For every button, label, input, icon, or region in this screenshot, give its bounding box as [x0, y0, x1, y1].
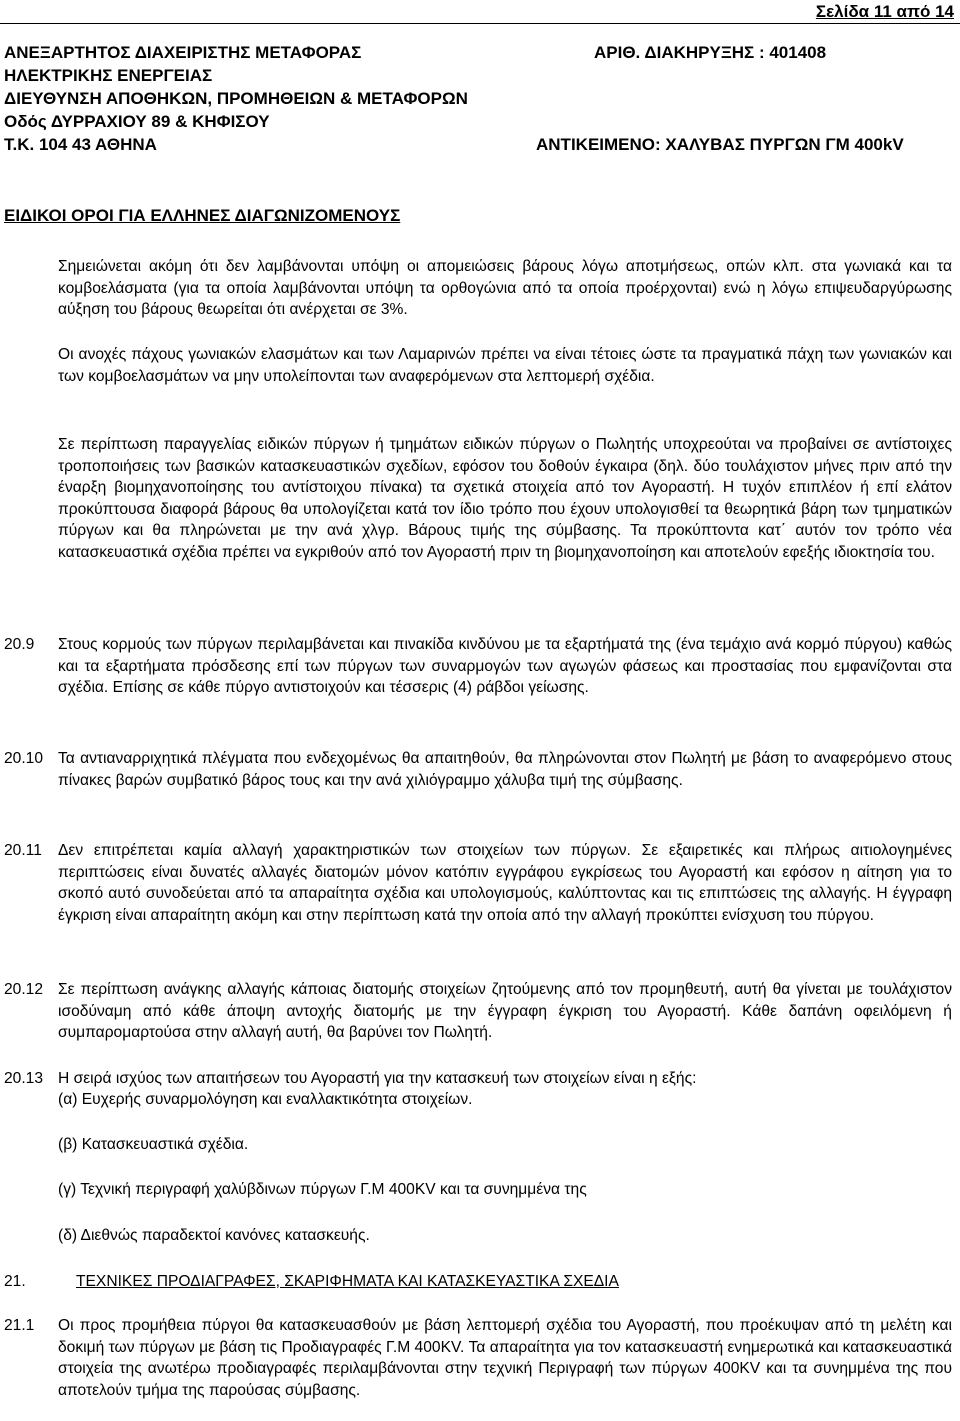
section-21-heading	[4, 1271, 619, 1293]
clause-text: Τα αντιαναρριχητικά πλέγματα που ενδεχομένως θα απαιτηθούν, θα πληρώνονται στον Πωλητή με βάση το αναφερόμενο στους πίνακες βαρών συμβατικό βάρος τους και την ανά χιλιόγραμμο χάλυβα τιμή της σύμβασης.	[58, 750, 952, 789]
order-item-b: (β) Κατασκευαστικά σχέδια.	[58, 1136, 249, 1153]
order-item-d: (δ) Διεθνώς παραδεκτοί κανόνες κατασκευής.	[58, 1227, 370, 1244]
clause-20-9	[4, 634, 952, 699]
paragraph-special-towers: Σε περίπτωση παραγγελίας ειδικών πύργων ή τμημάτων ειδικών πύργων ο Πωλητής υποχρεούται να προβαίνει σε αντίστοιχες τροποποιήσεις των βασικών κατασκευαστικών σχεδίων, εφόσον του δοθούν έγκαιρα (δηλ. δύο τουλάχιστον μήνες πριν από την έναρξη βιομηχανοποίησης του αντίστοιχου πίνακα) τα σχετικά στοιχεία από τον Αγοραστή. Η τυχόν επιπλέον ή επί ελάτον προκύπτουσα διαφορά βάρους θα υπολογίζεται κατά τον ίδιο τρόπο που έχουν υπολογισθεί τα θεωρητικά βάρη των τμηματικών πύργων και θα πληρώνεται με την ανά χλγρ. Βάρους τιμής της σύμβασης. Τα προκύπτοντα κατ΄ αυτόν τον τρόπο νέα κατασκευαστικά σχέδια πρέπει να εγκριθούν από τον Αγοραστή πριν τη βιομηχανοποίηση και αποτελούν εφεξής ιδιοκτησία του.	[58, 436, 952, 561]
clause-20-12	[4, 979, 952, 1044]
header-rule	[0, 23, 960, 24]
clause-number: 20.11	[4, 842, 42, 859]
paragraph-tolerances: Οι ανοχές πάχους γωνιακών ελασμάτων και των Λαμαρινών πρέπει να είναι τέτοιες ώστε τα πραγματικά πάχη των γωνιακών και των κομβοελασμάτων να μην υπολείπονται των αναφερόμενων στα λεπτομερή σχέδια.	[58, 346, 952, 385]
clause-number: 21.1	[4, 1317, 35, 1334]
order-item-a: (α) Ευχερής συναρμολόγηση και εναλλακτικότητα στοιχείων.	[58, 1091, 473, 1108]
clause-number: 20.10	[4, 750, 44, 767]
order-item-c: (γ) Τεχνική περιγραφή χαλύβδινων πύργων Γ.Μ 400KV και τα συνημμένα της	[58, 1181, 587, 1198]
clause-20-10	[4, 748, 952, 791]
tender-subject: ΑΝΤΙΚΕΙΜΕΝΟ: ΧΑΛΥΒΑΣ ΠΥΡΓΩΝ ΓΜ 400kV	[536, 135, 904, 154]
section-number: 21.	[4, 1273, 26, 1290]
clause-text: Οι προς προμήθεια πύργοι θα κατασκευασθούν με βάση λεπτομερή σχέδια του Αγοραστή, που προέκυψαν από τη μελέτη και δοκιμή των πύργων με βάση τις Προδιαγραφές Γ.Μ 400KV. Τα απαραίτητα για τον κατασκευαστή ενημερωτικά και κατασκευαστικά στοιχεία της ανωτέρω προδιαγραφές περιλαμβάνονται στην τεχνική Περιγραφή των πύργων 400KV και τα συνημμένα της που αποτελούν τμήμα της παρούσας σύμβασης.	[58, 1317, 952, 1399]
tender-number: ΑΡΙΘ. ΔΙΑΚΗΡΥΞΗΣ : 401408	[594, 43, 827, 62]
clause-text: Σε περίπτωση ανάγκης αλλαγής κάποιας διατομής στοιχείων ζητούμενης από τον προμηθευτή, αυτή θα γίνεται με τουλάχιστον ισοδύναμη από κάθε άποψη αντοχής διατομής με την έγγραφη έγκριση του Αγοραστή. Κάθε δαπάνη οφειλόμενη ή συμπαρομαρτούσα στην αλλαγή αυτή, θα βαρύνει τον Πωλητή.	[58, 981, 952, 1041]
section-21-title: ΤΕΧΝΙΚΕΣ ΠΡΟΔΙΑΓΡΑΦΕΣ, ΣΚΑΡΙΦΗΜΑΤΑ ΚΑΙ ΚΑΤΑΣΚΕΥΑΣΤΙΚΑ ΣΧΕΔΙΑ	[76, 1273, 619, 1290]
clause-20-11	[4, 840, 952, 926]
org-directorate: ΔΙΕΥΘΥΝΣΗ ΑΠΟΘΗΚΩΝ, ΠΡΟΜΗΘΕΙΩΝ & ΜΕΤΑΦΟΡΩΝ	[4, 89, 468, 108]
clause-text: Στους κορμούς των πύργων περιλαμβάνεται και πινακίδα κινδύνου με τα εξαρτήματά της (ένα τεμάχιο ανά κορμό πύργου) καθώς και τα εξαρτήματα πρόσδεσης επί των πύργων των συναρμογών των αγωγών φάσεως και προστασίας που εμφανίζονται στα σχέδια. Επίσης σε κάθε πύργο αντιστοιχούν και τέσσερις (4) ράβδοι γείωσης.	[58, 636, 952, 696]
section-title: ΕΙΔΙΚΟΙ ΟΡΟΙ ΓΙΑ ΕΛΛΗΝΕΣ ΔΙΑΓΩΝΙΖΟΜΕΝΟΥΣ	[4, 206, 401, 225]
paragraph-weight-note: Σημειώνεται ακόμη ότι δεν λαμβάνονται υπόψη οι απομειώσεις βάρους λόγω αποτμήσεως, οπών κλπ. στα γωνιακά και τα κομβοελάσματα (για τα οποία λαμβάνονται υπόψη τα ορθογώνια από τα οποία προέρχονται) ενώ η λόγω επιψευδαργύρωσης αύξηση του βάρους θεωρείται ότι ανέρχεται σε 3%.	[58, 258, 952, 318]
clause-21-1	[4, 1315, 952, 1401]
clause-text: Η σειρά ισχύος των απαιτήσεων του Αγοραστή για την κατασκευή των στοιχείων είναι η εξής:	[58, 1070, 697, 1087]
org-address: Οδός ΔΥΡΡΑΧΙΟΥ 89 & ΚΗΦΙΣΟΥ	[4, 112, 270, 131]
org-postcode: Τ.Κ. 104 43 ΑΘΗΝΑ	[4, 135, 157, 154]
org-name-line1: ΑΝΕΞΑΡΤΗΤΟΣ ΔΙΑΧΕΙΡΙΣΤΗΣ ΜΕΤΑΦΟΡΑΣ	[4, 43, 362, 62]
clause-number: 20.9	[4, 636, 35, 653]
clause-number: 20.13	[4, 1070, 44, 1087]
clause-20-13	[4, 1068, 952, 1090]
page-number: Σελίδα 11 από 14	[815, 2, 954, 21]
clause-number: 20.12	[4, 981, 44, 998]
org-name-line2: ΗΛΕΚΤΡΙΚΗΣ ΕΝΕΡΓΕΙΑΣ	[4, 66, 213, 85]
clause-text: Δεν επιτρέπεται καμία αλλαγή χαρακτηριστικών των στοιχείων των πύργων. Σε εξαιρετικές και πλήρως αιτιολογημένες περιπτώσεις είναι δυνατές αλλαγές διατομών μόνον κατόπιν εγγράφου εγκρίσεως του Αγοραστή και εφόσον η αίτηση για το σκοπό αυτό συνοδεύεται από τα απαραίτητα σχέδια και υπολογισμούς, καλύπτοντας και τις επιπτώσεις της αλλαγής. Η έγγραφη έγκριση είναι απαραίτητη ακόμη και στην περίπτωση κατά την οποία από την αλλαγή προκύπτει ενίσχυση του πύργου.	[58, 842, 952, 924]
